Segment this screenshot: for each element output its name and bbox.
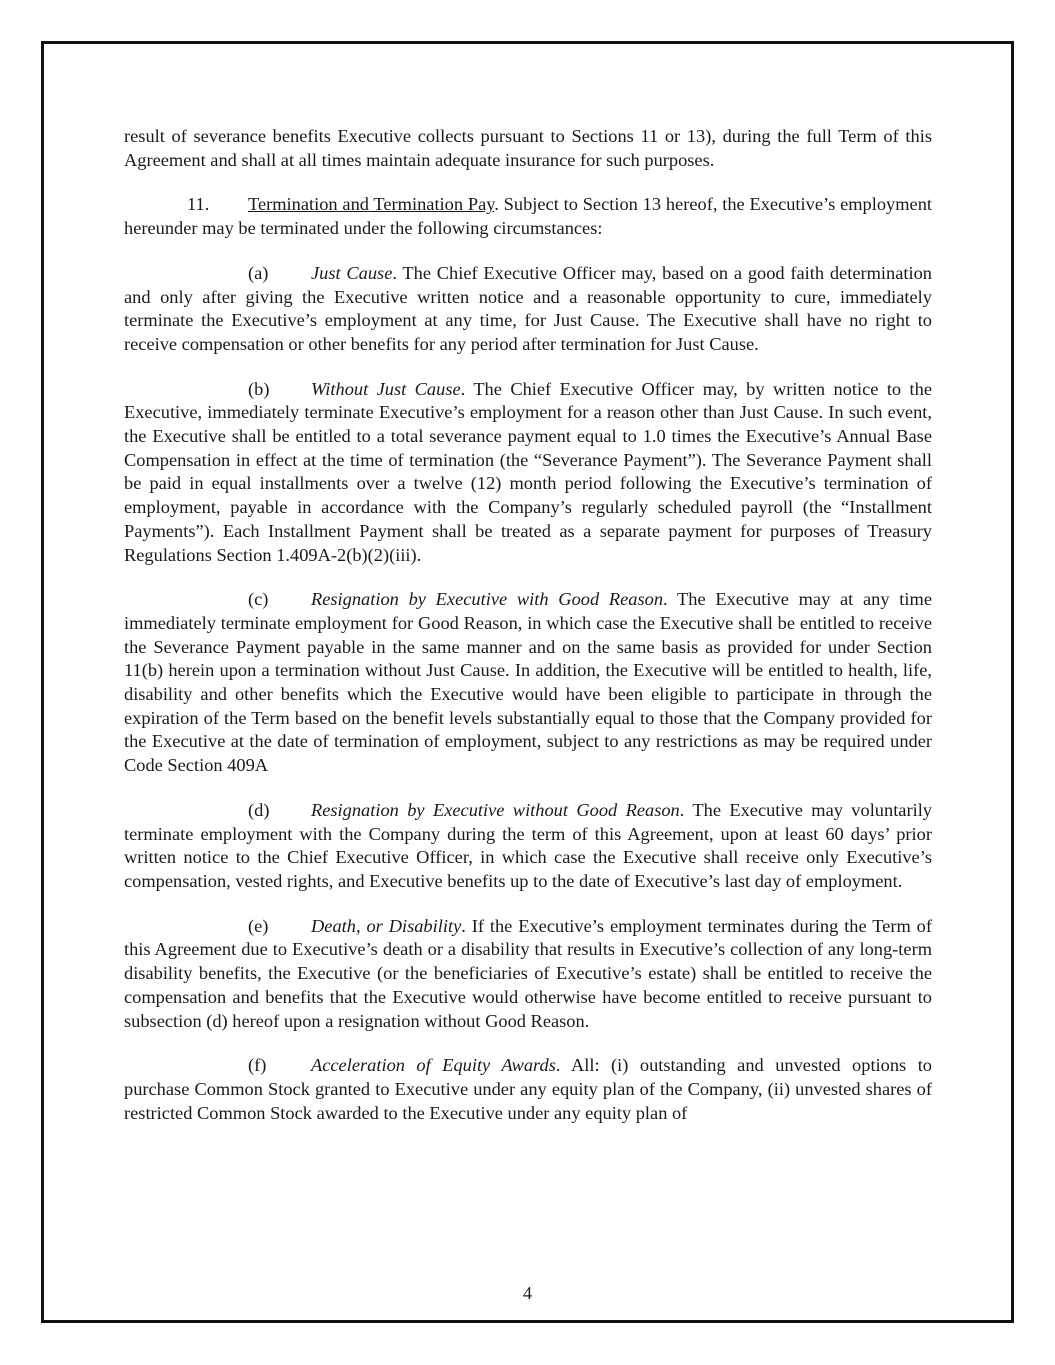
page-number: 4 xyxy=(522,1283,533,1303)
subsection-c xyxy=(124,588,932,778)
subsection-b xyxy=(124,378,932,568)
subsection-body: . All: (i) outstanding and unvested options to purchase Common Stock granted to Executive under any equity plan of the Company, (ii) unvested shares of restricted Common Stock awarded to the Executive under any equity plan of xyxy=(124,1055,933,1123)
subsection-title: Without Just Cause xyxy=(311,378,461,399)
subsection-body: . The Chief Executive Officer may, by written notice to the Executive, immediately terminate Executive’s employment for a reason other than Just Cause. In such event, the Executive shall be entitled to a total severance payment equal to 1.0 times the Executive’s Annual Base Compensation in effect at the time of termination (the “Severance Payment”). The Severance Payment shall be paid in equal installments over a twelve (12) month period following the Executive’s termination of employment, payable in accordance with the Company’s regularly scheduled payroll (the “Installment Payments”). Each Installment Payment shall be treated as a separate payment for purposes of Treasury Regulations Section 1.409A-2(b)(2)(iii). xyxy=(124,378,932,565)
section-title: Termination and Termination Pay xyxy=(248,194,495,215)
subsection-label: (e) xyxy=(248,915,269,936)
subsection-body: . The Executive may at any time immediately terminate employment for Good Reason, in which case the Executive shall be entitled to receive the Severance Payment payable in the same manner and on the same basis as provided for under Section 11(b) herein upon a termination without Just Cause. In addition, the Executive will be entitled to health, life, disability and other benefits which the Executive would have been eligible to participate in through the expiration of the Term based on the benefit levels substantially equal to those that the Company provided for the Executive at the date of termination of employment, subject to any restrictions as may be required under Code Section 409A xyxy=(124,589,932,776)
subsection-title: Resignation by Executive with Good Reason xyxy=(311,589,664,610)
subsection-title: Death, or Disability xyxy=(311,915,462,936)
subsection-label: (a) xyxy=(248,262,269,283)
subsection-title: Resignation by Executive without Good Reason xyxy=(311,799,680,820)
section-number: 11. xyxy=(187,194,210,215)
subsection-f xyxy=(124,1054,932,1125)
section-intro: . Subject to Section 13 hereof, the Executive’s employment hereunder may be terminated under the following circumstances: xyxy=(124,194,932,239)
subsection-e xyxy=(124,915,932,1034)
subsection-a xyxy=(124,262,932,357)
document-body xyxy=(124,125,932,1146)
subsection-label: (b) xyxy=(248,378,270,399)
subsection-title: Acceleration of Equity Awards xyxy=(311,1055,556,1076)
subsection-label: (d) xyxy=(248,799,270,820)
subsection-body: . The Chief Executive Officer may, based on a good faith determination and only after giving the Executive written notice and a reasonable opportunity to cure, immediately terminate the Executive’s employment at any time, for Just Cause. The Executive shall have no right to receive compensation or other benefits for any period after termination for Just Cause. xyxy=(124,262,932,354)
subsection-d xyxy=(124,799,932,894)
subsection-label: (f) xyxy=(248,1055,267,1076)
subsection-label: (c) xyxy=(248,589,269,610)
section-11-paragraph xyxy=(124,193,932,240)
continuation-paragraph: result of severance benefits Executive collects pursuant to Sections 11 or 13), during the full Term of this Agreement and shall at all times maintain adequate insurance for such purposes. xyxy=(124,126,932,170)
subsection-title: Just Cause xyxy=(311,262,393,283)
subsection-body: . The Executive may voluntarily terminate employment with the Company during the term of this Agreement, upon at least 60 days’ prior written notice to the Chief Executive Officer, in which case the Executive shall receive only Executive’s compensation, vested rights, and Executive benefits up to the date of Executive’s last day of employment. xyxy=(124,799,932,891)
subsection-body: . If the Executive’s employment terminates during the Term of this Agreement due to Executive’s death or a disability that results in Executive’s collection of any long-term disability benefits, the Executive (or the beneficiaries of Executive’s estate) shall be entitled to receive the compensation and benefits that the Executive would otherwise have become entitled to receive pursuant to subsection (d) hereof upon a resignation without Good Reason. xyxy=(124,915,932,1031)
